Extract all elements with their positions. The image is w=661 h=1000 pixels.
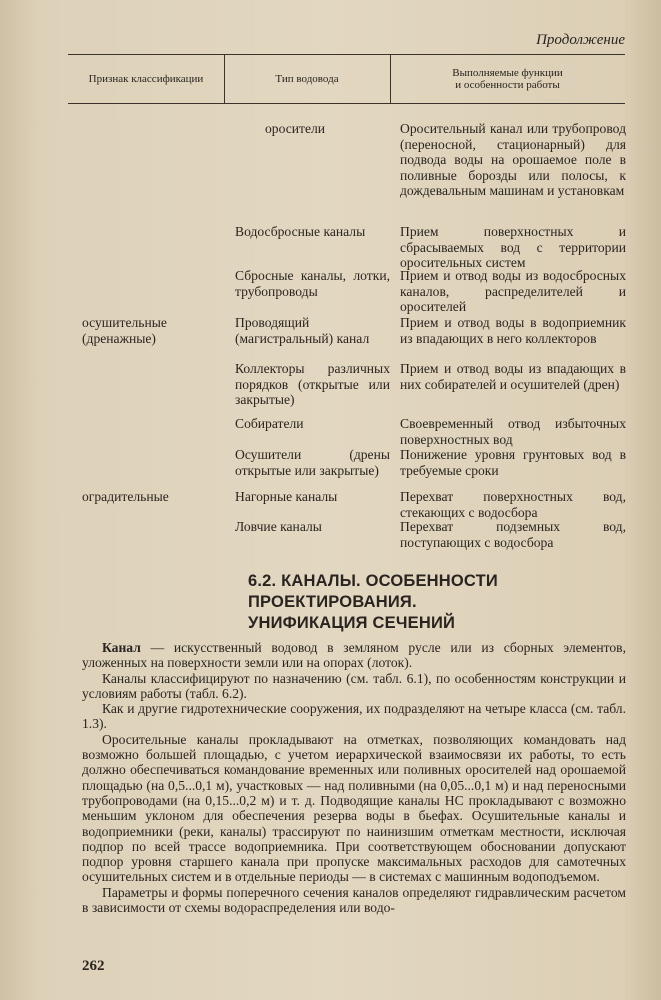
table-cell-classification: осушительные (дренажные)	[82, 315, 167, 346]
table-cell-type: Проводящий (магистральный) канал	[235, 315, 370, 346]
paragraph: Как и другие гидротехнические сооружения, их подразделяют на четыре класса (см. табл. 1.3).	[82, 701, 626, 732]
table-cell-function: Понижение уровня грунтовых вод в требуемые сроки	[400, 447, 626, 478]
table-header-rule	[68, 103, 625, 104]
table-top-rule	[68, 54, 625, 55]
table-cell-type: Сбросные каналы, лотки, трубопроводы	[235, 268, 390, 299]
table-cell-function: Прием и отвод воды в водоприемник из впадающих в него коллекторов	[400, 315, 626, 346]
table-cell-function: Прием поверхностных и сбрасываемых вод с территории оросительных систем	[400, 224, 626, 270]
header-classification: Признак классификации	[88, 73, 204, 85]
continuation-label: Продолжение	[536, 32, 625, 48]
table-cell-function: Прием и отвод воды из впадающих в них собирателей и осушителей (дрен)	[400, 361, 626, 392]
table-cell-classification: оградительные	[82, 489, 169, 504]
header-functions: Выполняемые функции и особенности работы	[452, 67, 563, 91]
body-text	[82, 640, 626, 915]
table-cell-type: Коллекторы различных порядков (открытые или закрытые)	[235, 361, 390, 407]
page-number: 262	[82, 958, 105, 974]
section-heading: 6.2. КАНАЛЫ. ОСОБЕННОСТИ ПРОЕКТИРОВАНИЯ. УНИФИКАЦИЯ СЕЧЕНИЙ	[248, 572, 498, 632]
paragraph: Канал — искусственный водовод в земляном русле или из сборных элементов, уложенных на поверхности земли или на опорах (лоток).	[82, 640, 626, 671]
paragraph: Оросительные каналы прокладывают на отметках, позволяющих командовать над возможно большей площадью, с учетом иерархической взаимосвязи их работы, то есть должно обеспечиваться командование временных или поливных оросителей над орошаемой площадью (на 0,5...0,1 м), участковых — над поливными (на 0,05...0,1 м) и над переносными трубопроводами (на 0,15...0,2 м) и т. д. Подводящие каналы НС прокладывают с возможно меньшим уклоном для обеспечения резерва воды в бьефах. Осушительные каналы и водоприемники (реки, каналы) трассируют по наинизшим отметкам местности, исключая подпор по всей трассе водоприемника. При соответствующем обосновании допускают подпор уровня старшего канала при пропуске максимальных расходов для самотечных осушительных систем и в отдельные периоды — в системах с машинным водоподъемом.	[82, 731, 626, 885]
table-cell-function: Прием и отвод воды из водосбросных каналов, распределителей и оросителей	[400, 268, 626, 314]
table-cell-type: Нагорные каналы	[235, 489, 338, 504]
table-cell-type: оросители	[265, 121, 326, 136]
paragraph: Параметры и формы поперечного сечения каналов определяют гидравлическим расчетом в зависимости от схемы водораспределения или водо-	[82, 884, 626, 916]
table-cell-type: Ловчие каналы	[235, 519, 322, 534]
table-cell-function: Перехват подземных вод, поступающих с водосбора	[400, 519, 626, 550]
table-cell-type: Собиратели	[235, 416, 304, 431]
paragraph: Каналы классифицируют по назначению (см. табл. 6.1), по особенностям конструкции и условиям работы (табл. 6.2).	[82, 670, 626, 701]
table-cell-type: Осушители (дрены открытые или закрытые)	[235, 447, 390, 478]
header-type: Тип водовода	[275, 73, 339, 85]
table-cell-function: Своевременный отвод избыточных поверхностных вод	[400, 416, 626, 447]
table-cell-type: Водосбросные каналы	[235, 224, 366, 239]
table-cell-function: Оросительный канал или трубопровод (переносной, стационарный) для подвода воды на орошаемое поле в поливные борозды или полосы, к дождевальным машинам и установкам	[400, 121, 626, 198]
table-cell-function: Перехват поверхностных вод, стекающих с водосбора	[400, 489, 626, 520]
